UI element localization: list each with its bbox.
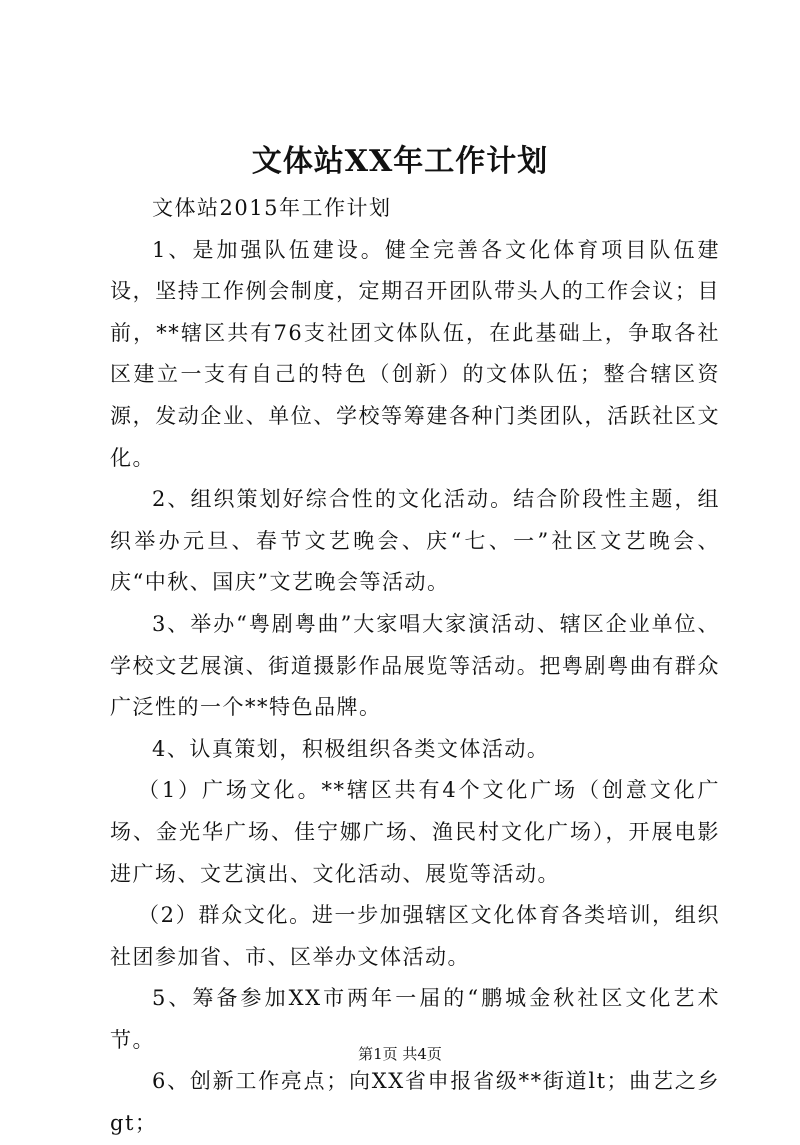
document-body xyxy=(110,188,720,1145)
paragraph-item-4-2: （2）群众文化。进一步加强辖区文化体育各类培训，组织社团参加省、市、区举办文体活动。 xyxy=(110,903,720,969)
paragraph-item-5: 5、筹备参加XX市两年一届的“鹏城金秋社区文化艺术节。 xyxy=(110,986,720,1052)
paragraph-item-6: 6、创新工作亮点；向XX省申报省级**街道lt；曲艺之乡gt； xyxy=(110,1069,720,1136)
paragraph-subtitle: 文体站2015年工作计划 xyxy=(152,196,392,220)
page-number-footer: 第1页 共4页 xyxy=(358,1045,442,1063)
document-title: 文体站XX年工作计划 xyxy=(251,144,549,179)
paragraph-item-4-1: （1）广场文化。**辖区共有4个文化广场（创意文化广场、金光华广场、佳宁娜广场、渔民村文化广场），开展电影进广场、文艺演出、文化活动、展览等活动。 xyxy=(110,778,720,886)
paragraph-item-2: 2、组织策划好综合性的文化活动。结合阶段性主题，组织举办元旦、春节文艺晚会、庆“七、一”社区文艺晚会、庆“中秋、国庆”文艺晚会等活动。 xyxy=(110,487,720,595)
paragraph-item-4: 4、认真策划，积极组织各类文体活动。 xyxy=(152,736,550,761)
paragraph-item-1: 1、是加强队伍建设。健全完善各文化体育项目队伍建设，坚持工作例会制度，定期召开团队带头人的工作会议；目前，**辖区共有76支社团文体队伍，在此基础上，争取各社区建立一支有自己的特色（创新）的文体队伍；整合辖区资源，发动企业、单位、学校等筹建各种门类团队，活跃社区文化。 xyxy=(110,237,720,470)
paragraph-item-3: 3、举办“粤剧粤曲”大家唱大家演活动、辖区企业单位、学校文艺展演、街道摄影作品展览等活动。把粤剧粤曲有群众广泛性的一个**特色品牌。 xyxy=(110,611,720,720)
